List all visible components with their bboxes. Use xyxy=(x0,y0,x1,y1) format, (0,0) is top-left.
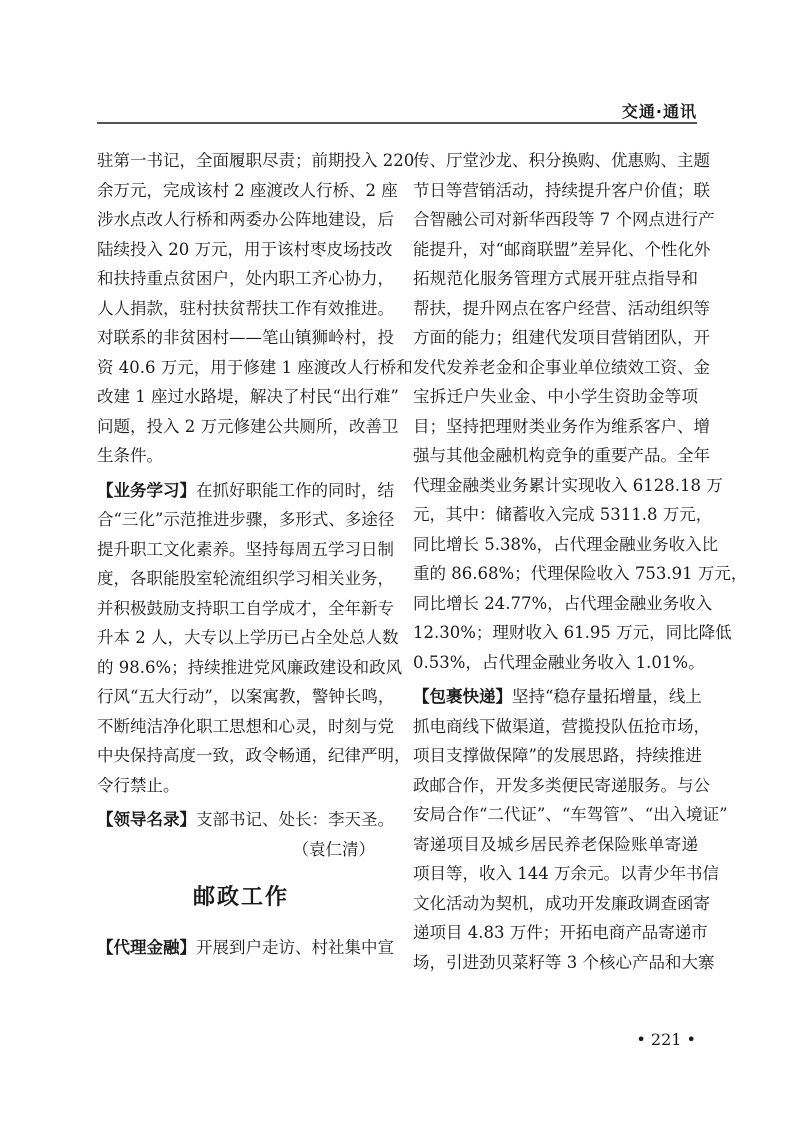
line-text: 代理金融类业务累计实现收入 6128.18 万 xyxy=(413,475,723,495)
line-text: 方面的能力；组建代发项目营销团队，开 xyxy=(413,328,710,347)
line-text: 改建 1 座过水路堤，解决了村民“出行难” xyxy=(97,387,399,406)
paragraph xyxy=(413,682,728,977)
text-line xyxy=(97,353,413,383)
line-text: 重的 86.68%；代理保险收入 753.91 万元， xyxy=(413,564,748,583)
text-line xyxy=(97,323,394,353)
text-line xyxy=(413,918,708,948)
line-text: 0.53%，占代理金融业务收入 1.01%。 xyxy=(413,652,705,672)
text-line xyxy=(413,146,710,176)
line-text: 宝拆迁户失业金、中小学生资助金等项 xyxy=(413,387,698,406)
line-text: 递项目 4.83 万件；开拓电商产品寄递市 xyxy=(413,923,708,942)
line-text: 对联系的非贫困村——笔山镇狮岭村，投 xyxy=(97,328,394,347)
text-line xyxy=(413,382,698,412)
paragraph xyxy=(97,805,394,835)
line-text: 拓规范化服务管理方式展开驻点指导和 xyxy=(413,269,698,288)
text-line xyxy=(97,441,385,471)
text-line xyxy=(97,146,415,176)
text-line xyxy=(413,176,710,206)
text-line xyxy=(97,653,403,683)
line-text: 令行禁止。 xyxy=(97,775,180,795)
text-line xyxy=(413,771,710,801)
text-line xyxy=(413,471,723,501)
text-line xyxy=(97,294,394,324)
text-line xyxy=(413,889,710,919)
line-text: 寄递项目及城乡居民养老保险账单寄递 xyxy=(413,834,698,854)
paragraph xyxy=(97,146,415,471)
line-text: 行风“五大行动”，以案寓教，警钟长鸣， xyxy=(97,687,395,706)
text-line xyxy=(413,530,719,560)
line-text: 项目等，收入 144 万余元。以青少年书信 xyxy=(413,864,719,883)
text-line xyxy=(413,412,710,442)
text-line xyxy=(97,741,411,771)
line-text: 中央保持高度一致，政令畅通，纪律严明， xyxy=(97,746,411,765)
text-line xyxy=(413,235,711,265)
line-text: 合智融公司对新华西段等 7 个网点进行产 xyxy=(413,210,715,229)
line-text: 场，引进劲贝菜籽等 3 个核心产品和大寨 xyxy=(413,952,715,972)
line-text: 陆续投入 20 万元，用于该村枣皮场技改 xyxy=(97,239,393,259)
text-line xyxy=(97,771,385,801)
line-text: 生条件。 xyxy=(97,446,163,465)
text-line xyxy=(413,648,705,678)
running-header: 交通·通讯 xyxy=(621,102,697,121)
line-text: 的 98.6%；持续推进党风廉政建设和政风 xyxy=(97,657,403,677)
text-line xyxy=(97,205,394,235)
text-line xyxy=(413,589,713,619)
line-text: 和扶持重点贫困户，处内职工齐心协力， xyxy=(97,269,394,288)
text-line xyxy=(97,623,399,653)
text-line xyxy=(97,412,399,442)
text-line xyxy=(413,948,715,978)
section-heading: 【领导名录】 xyxy=(97,810,196,829)
line-text: 12.30%；理财收入 61.95 万元，同比降低 xyxy=(413,623,732,642)
header-rule xyxy=(97,122,697,124)
line-text: 问题，投入 2 万元修建公共厕所，改善卫 xyxy=(97,416,399,436)
text-line xyxy=(97,505,395,535)
text-line xyxy=(97,564,394,594)
text-line xyxy=(413,682,702,712)
section-heading: 【包裹快递】 xyxy=(413,687,512,706)
text-line xyxy=(97,805,394,835)
text-line xyxy=(97,712,394,742)
text-line xyxy=(413,830,698,860)
paragraph xyxy=(413,146,748,677)
text-line xyxy=(413,294,710,324)
line-text: 驻第一书记，全面履职尽责；前期投入 220 xyxy=(97,151,415,170)
left-column xyxy=(97,146,415,963)
line-text: 并积极鼓励支持职工自学成才，全年新专 xyxy=(97,598,394,618)
text-line xyxy=(413,441,710,471)
line-text: 涉水点改人行桥和两委办公阵地建设，后 xyxy=(97,210,394,229)
line-text: 坚持“稳存量拓增量，线上 xyxy=(512,687,702,706)
text-line xyxy=(97,933,394,963)
line-text: 升本 2 人，大专以上学历已占全处总人数 xyxy=(97,628,399,647)
text-line xyxy=(97,594,394,624)
line-text: 文化活动为契机，成功开发廉政调查函寄 xyxy=(413,893,710,913)
text-line xyxy=(413,859,719,889)
text-line xyxy=(97,535,394,565)
text-line xyxy=(97,176,398,206)
line-text: 项目支撑做保障”的发展思路，持续推进 xyxy=(413,746,702,765)
text-line xyxy=(413,323,710,353)
line-text: 资 40.6 万元，用于修建 1 座渡改人行桥和 xyxy=(97,357,413,377)
text-line xyxy=(97,476,394,506)
line-text: 同比增长 5.38%，占代理金融业务收入比 xyxy=(413,534,719,554)
line-text: 抓电商线下做渠道，营揽投队伍抢市场， xyxy=(413,716,710,736)
text-line xyxy=(413,741,702,771)
line-text: 提升职工文化素养。坚持每周五学习日制 xyxy=(97,539,394,559)
line-text: 目；坚持把理财类业务作为维系客户、增 xyxy=(413,416,710,436)
line-text: 节日等营销活动，持续提升客户价值；联 xyxy=(413,180,710,200)
line-text: 支部书记、处长：李天圣。 xyxy=(196,810,394,829)
text-line xyxy=(97,682,395,712)
line-text: 发代发养老金和企事业单位绩效工资、金 xyxy=(413,357,710,377)
line-text: 传、厅堂沙龙、积分换购、优惠购、主题 xyxy=(413,151,710,170)
text-line xyxy=(413,264,698,294)
page-number: • 221 • xyxy=(636,1030,696,1049)
text-line xyxy=(413,712,710,742)
paragraph xyxy=(97,933,394,963)
text-line xyxy=(413,205,715,235)
section-heading: 【代理金融】 xyxy=(97,938,196,957)
line-text: 元，其中：储蓄收入完成 5311.8 万元， xyxy=(413,505,713,524)
paragraph xyxy=(97,476,411,801)
line-text: 政邮合作，开发多类便民寄递服务。与公 xyxy=(413,775,710,795)
line-text: 不断纯洁净化职工思想和心灵，时刻与党 xyxy=(97,716,394,736)
line-text: 同比增长 24.77%，占代理金融业务收入 xyxy=(413,593,713,613)
text-line xyxy=(97,235,393,265)
line-text: 帮扶，提升网点在客户经营、活动组织等 xyxy=(413,298,710,318)
text-line xyxy=(413,500,713,530)
author-signature: （袁仁清） xyxy=(292,839,375,859)
text-line xyxy=(413,353,710,383)
line-text: 度，各职能股室轮流组织学习相关业务， xyxy=(97,569,394,588)
line-text: 安局合作“二代证”、“车驾管”、“出入境证” xyxy=(413,805,728,824)
line-text: 合“三化”示范推进步骤，多形式、多途径 xyxy=(97,510,395,529)
section-title: 邮政工作 xyxy=(192,885,289,910)
text-line xyxy=(413,800,728,830)
line-text: 能提升，对“邮商联盟”差异化、个性化外 xyxy=(413,239,711,259)
right-column xyxy=(413,146,748,977)
line-text: 开展到户走访、村社集中宣 xyxy=(196,938,394,957)
text-line xyxy=(97,264,394,294)
text-line xyxy=(97,382,399,412)
line-text: 强与其他金融机构竞争的重要产品。全年 xyxy=(413,446,710,465)
line-text: 余万元，完成该村 2 座渡改人行桥、2 座 xyxy=(97,180,398,200)
section-heading: 【业务学习】 xyxy=(97,480,196,500)
line-text: 人人捐款，驻村扶贫帮扶工作有效推进。 xyxy=(97,298,394,318)
line-text: 在抓好职能工作的同时，结 xyxy=(196,480,394,500)
text-line xyxy=(413,618,732,648)
text-line xyxy=(413,559,748,589)
